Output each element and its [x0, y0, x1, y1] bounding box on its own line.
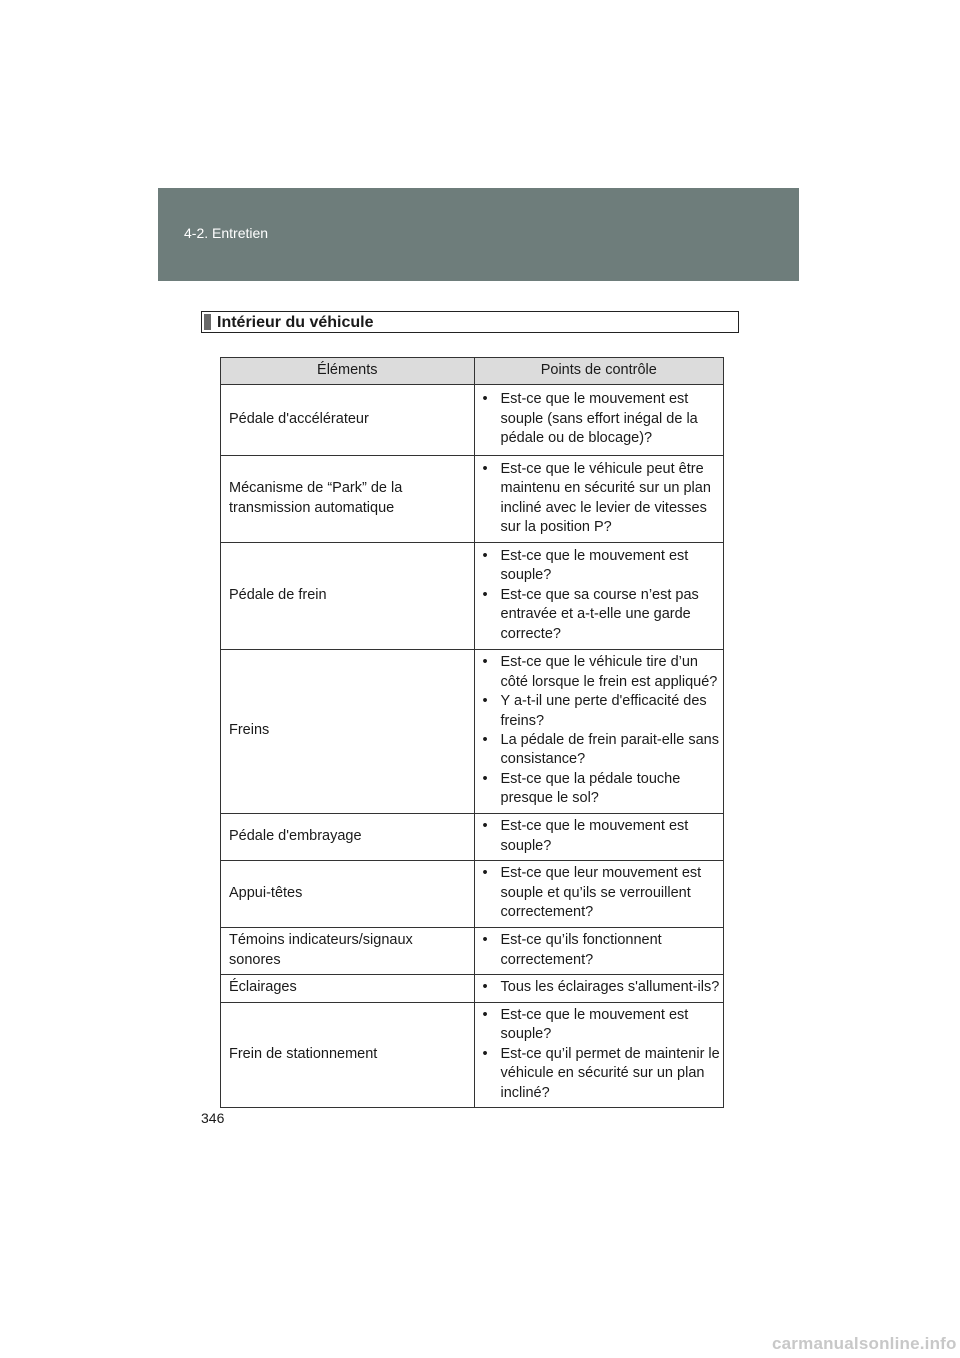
check-point: • Est-ce que le mouvement est souple? [483, 547, 721, 586]
item-cell: Pédale de frein [221, 543, 475, 650]
points-cell [474, 385, 723, 456]
check-point: • Tous les éclairages s'allument-ils? [483, 978, 721, 997]
check-point: • Est-ce que le mouvement est souple? [483, 1006, 721, 1045]
table-row [221, 928, 724, 975]
points-cell [474, 456, 723, 543]
watermark: carmanualsonline.info [772, 1334, 957, 1353]
column-header-items: Éléments [221, 358, 475, 385]
item-cell: Appui-têtes [221, 861, 475, 928]
check-point: • Y a-t-il une perte d'efficacité des freins? [483, 692, 721, 731]
check-point: • Est-ce que le véhicule tire d’un côté lorsque le frein est appliqué? [483, 653, 721, 692]
check-point: • La pédale de frein parait-elle sans consistance? [483, 731, 721, 770]
points-cell [474, 814, 723, 861]
table-row [221, 385, 724, 456]
inspection-table [220, 357, 724, 1108]
table-row [221, 456, 724, 543]
item-cell: Pédale d'accélérateur [221, 385, 475, 456]
points-cell [474, 1003, 723, 1108]
section-title: Intérieur du véhicule [217, 314, 374, 331]
section-header-band [158, 188, 799, 281]
table-header-row [221, 358, 724, 385]
item-cell: Freins [221, 650, 475, 814]
item-cell: Mécanisme de “Park” de la transmission automatique [221, 456, 475, 543]
check-point: • Est-ce que le mouvement est souple? [483, 817, 721, 856]
check-point: • Est-ce qu’il permet de maintenir le véhicule en sécurité sur un plan incliné? [483, 1045, 721, 1103]
points-cell [474, 975, 723, 1003]
section-title-box [201, 311, 739, 333]
table-row [221, 1003, 724, 1108]
check-point: • Est-ce que le véhicule peut être maintenu en sécurité sur un plan incliné avec le levier de vitesses sur la position P? [483, 460, 721, 538]
check-point: • Est-ce que leur mouvement est souple et qu’ils se verrouillent correctement? [483, 864, 721, 922]
item-cell: Frein de stationnement [221, 1003, 475, 1108]
title-accent-bar [204, 314, 211, 330]
section-label: 4-2. Entretien [184, 225, 269, 241]
table-row [221, 543, 724, 650]
page-number: 346 [201, 1110, 225, 1126]
table-row [221, 650, 724, 814]
check-point: • Est-ce que la pédale touche presque le sol? [483, 770, 721, 809]
item-cell: Témoins indicateurs/signaux sonores [221, 928, 475, 975]
check-point: • Est-ce qu’ils fonctionnent correctement? [483, 931, 721, 970]
points-cell [474, 543, 723, 650]
item-cell: Éclairages [221, 975, 475, 1003]
column-header-points: Points de contrôle [474, 358, 723, 385]
table-row [221, 814, 724, 861]
points-cell [474, 861, 723, 928]
points-cell [474, 928, 723, 975]
check-point: • Est-ce que sa course n’est pas entravée et a-t-elle une garde correcte? [483, 586, 721, 644]
item-cell: Pédale d'embrayage [221, 814, 475, 861]
points-cell [474, 650, 723, 814]
table-row [221, 861, 724, 928]
check-point: • Est-ce que le mouvement est souple (sans effort inégal de la pédale ou de blocage)? [483, 390, 721, 448]
table-row [221, 975, 724, 1003]
